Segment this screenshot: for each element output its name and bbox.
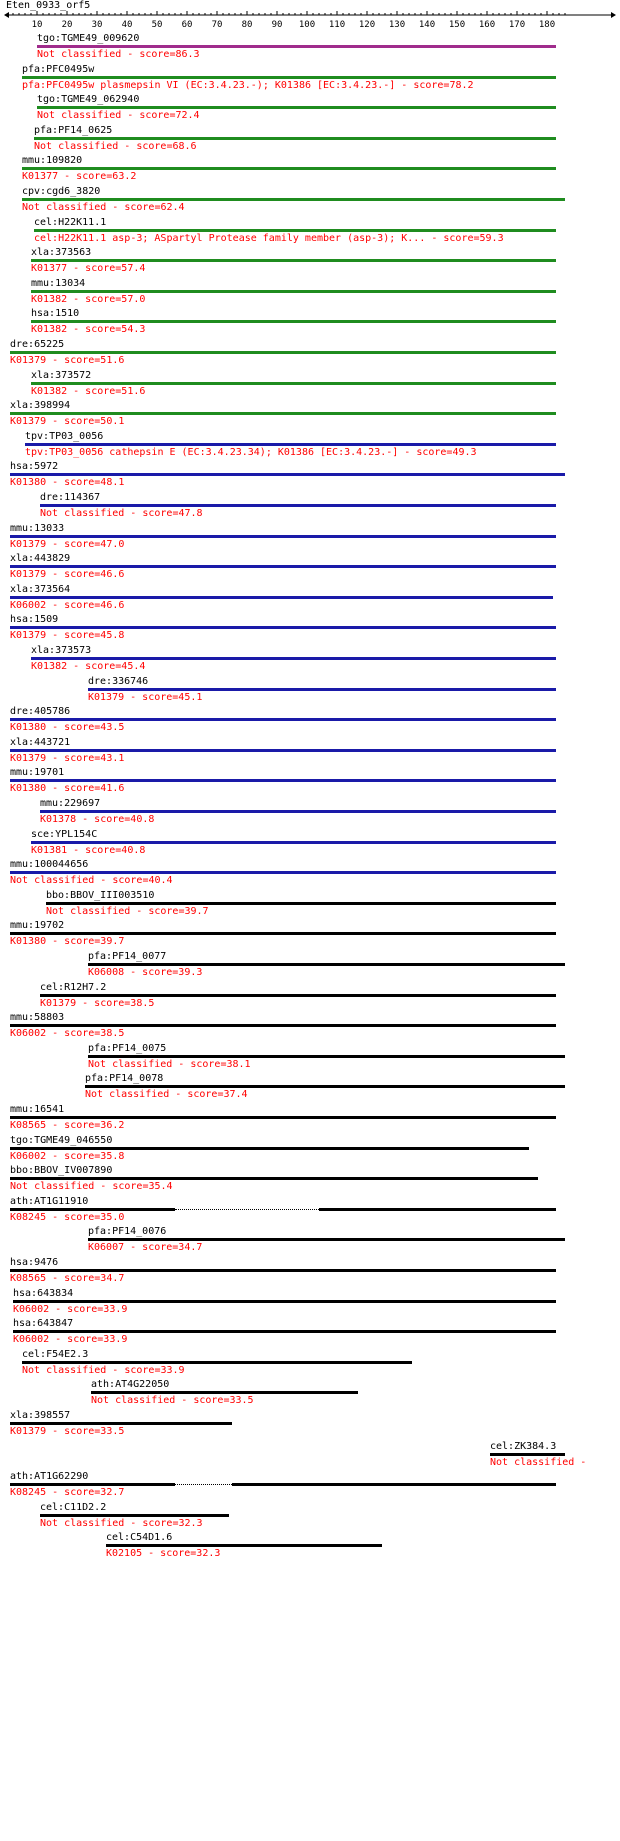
ruler-tick-label: 90 xyxy=(271,20,283,30)
ruler-tick-label: 30 xyxy=(91,20,103,30)
hit-description: Not classified - score=68.6 xyxy=(34,140,197,152)
hit-name[interactable]: xla:373563 xyxy=(31,247,92,259)
hit-name[interactable]: ath:AT1G11910 xyxy=(10,1195,89,1207)
hit-description: Not classified - score=72.4 xyxy=(37,110,200,122)
hit-alignment-bar xyxy=(319,1208,556,1211)
hit-alignment-bar xyxy=(31,657,556,660)
hit-description: K01380 - score=43.5 xyxy=(10,722,125,734)
hit-description: K01379 - score=45.1 xyxy=(88,691,203,703)
hit-alignment-bar xyxy=(31,259,556,262)
ruler-tick-label: 80 xyxy=(241,20,253,30)
hit-description: K01382 - score=57.0 xyxy=(31,293,146,305)
ruler-tick-label: 100 xyxy=(298,20,316,30)
hit-name[interactable]: hsa:5972 xyxy=(10,461,59,473)
hit-name[interactable]: cel:F54E2.3 xyxy=(22,1348,89,1360)
ruler-tick-label: 50 xyxy=(151,20,163,30)
hit-description: K08245 - score=32.7 xyxy=(10,1487,125,1499)
hit-alignment-bar xyxy=(88,963,565,966)
hit-name[interactable]: pfa:PF14_0077 xyxy=(88,951,167,962)
hit-alignment-bar xyxy=(85,1085,565,1088)
hit-alignment-bar xyxy=(10,779,556,782)
hit-name[interactable]: hsa:643847 xyxy=(13,1318,74,1330)
hit-name[interactable]: mmu:58803 xyxy=(10,1012,65,1024)
hit-name[interactable]: pfa:PF14_0625 xyxy=(34,124,113,136)
hit-description: K01377 - score=57.4 xyxy=(31,263,146,275)
hit-alignment-bar xyxy=(37,45,556,48)
hit-alignment-bar xyxy=(10,596,553,599)
hit-name[interactable]: cpv:cgd6_3820 xyxy=(22,186,101,197)
hit-description: K01382 - score=51.6 xyxy=(31,385,146,397)
hit-description: K01379 - score=33.5 xyxy=(10,1426,125,1437)
hit-description: Not classified - score=33.9 xyxy=(22,1364,185,1376)
ruler-tick-label: 140 xyxy=(418,20,436,30)
hit-description: K01379 - score=51.6 xyxy=(10,355,125,366)
ruler-left-arrow-icon xyxy=(4,12,9,18)
hit-description: K01379 - score=45.8 xyxy=(10,630,125,642)
hit-alignment-bar xyxy=(10,473,565,476)
ruler-tick-label: 70 xyxy=(211,20,223,30)
hit-description: K01379 - score=47.0 xyxy=(10,538,125,550)
hit-alignment-bar xyxy=(25,443,556,446)
hit-alignment-bar xyxy=(22,1361,412,1364)
hit-name[interactable]: cel:R12H7.2 xyxy=(40,981,107,993)
hit-alignment-bar xyxy=(106,1544,382,1547)
ruler-tick-label: 40 xyxy=(121,20,133,30)
hit-alignment-bar xyxy=(88,1055,565,1058)
hit-alignment-bar xyxy=(10,1483,175,1486)
hit-alignment-bar xyxy=(10,535,556,538)
hit-name[interactable]: dre:65225 xyxy=(10,339,65,350)
hit-alignment-bar xyxy=(10,1116,556,1119)
hit-description: K01382 - score=45.4 xyxy=(31,661,146,672)
hit-name[interactable]: dre:114367 xyxy=(40,492,101,503)
hit-alignment-bar xyxy=(10,1422,232,1425)
hit-description: Not classified - score=86.3 xyxy=(37,49,200,60)
hit-name[interactable]: xla:398994 xyxy=(10,400,71,412)
hit-description: pfa:PFC0495w plasmepsin VI (EC:3.4.23.-); K01386 [EC:3.4.23.-] - score=78.2 xyxy=(22,79,474,91)
hit-alignment-bar xyxy=(37,106,556,109)
hit-alignment-bar xyxy=(22,76,556,79)
hit-alignment-bar xyxy=(10,626,556,629)
hit-name[interactable]: xla:373572 xyxy=(31,369,92,381)
hit-alignment-gap xyxy=(175,1484,232,1485)
hit-description: K06008 - score=39.3 xyxy=(88,967,203,978)
hit-alignment-bar xyxy=(10,1269,556,1272)
hit-description: K01380 - score=39.7 xyxy=(10,936,125,948)
hit-alignment-bar xyxy=(91,1391,358,1394)
ruler-tick-label: 170 xyxy=(508,20,526,30)
hit-description: K01379 - score=38.5 xyxy=(40,997,155,1009)
hit-name[interactable]: pfa:PF14_0078 xyxy=(85,1073,164,1085)
hit-name[interactable]: xla:373573 xyxy=(31,645,92,656)
hit-description: K08565 - score=36.2 xyxy=(10,1120,125,1131)
hit-name[interactable]: xla:443721 xyxy=(10,736,71,748)
hit-name[interactable]: mmu:109820 xyxy=(22,155,83,167)
hit-name[interactable]: hsa:1510 xyxy=(31,308,80,320)
hit-description: Not classified - xyxy=(490,1456,587,1468)
hit-description: Not classified - score=32.3 xyxy=(40,1517,203,1529)
hit-name[interactable]: mmu:13034 xyxy=(31,277,86,289)
hit-description: K01377 - score=63.2 xyxy=(22,171,137,183)
hit-alignment-bar xyxy=(10,1024,556,1027)
hit-description: Not classified - score=33.5 xyxy=(91,1395,254,1407)
hit-alignment-bar xyxy=(31,290,556,293)
ruler-tick-label: 110 xyxy=(328,20,346,30)
hit-alignment-bar xyxy=(10,1147,529,1150)
hit-description: cel:H22K11.1 asp-3; ASpartyl Protease family member (asp-3); K... - score=59.3 xyxy=(34,232,504,244)
hit-description: K01379 - score=50.1 xyxy=(10,416,125,428)
hit-alignment-bar xyxy=(10,718,556,721)
hit-name[interactable]: hsa:1509 xyxy=(10,614,59,626)
hit-alignment-bar xyxy=(13,1300,556,1303)
hit-alignment-bar xyxy=(88,688,556,691)
hit-alignment-bar xyxy=(46,902,556,905)
hit-description: K08245 - score=35.0 xyxy=(10,1211,125,1223)
hit-name[interactable]: mmu:13033 xyxy=(10,522,65,534)
hit-description: K01382 - score=54.3 xyxy=(31,324,146,336)
hit-description: Not classified - score=62.4 xyxy=(22,202,185,213)
hit-name[interactable]: ath:AT4G22050 xyxy=(91,1379,170,1391)
hit-alignment-bar xyxy=(10,565,556,568)
ruler-tick-label: 160 xyxy=(478,20,496,30)
hit-alignment-bar xyxy=(10,749,556,752)
position-ruler xyxy=(0,0,620,30)
hit-description: K01379 - score=43.1 xyxy=(10,752,125,764)
hit-name[interactable]: tgo:TGME49_009620 xyxy=(37,33,140,44)
hit-description: K01380 - score=41.6 xyxy=(10,783,125,795)
hit-name[interactable]: pfa:PFC0495w xyxy=(22,63,95,75)
hit-description: K06002 - score=33.9 xyxy=(13,1303,128,1315)
hit-alignment-bar xyxy=(10,932,556,935)
hit-name[interactable]: mmu:100044656 xyxy=(10,859,89,871)
hit-alignment-bar xyxy=(34,229,556,232)
hit-name[interactable]: xla:443829 xyxy=(10,553,71,565)
hit-name[interactable]: bbo:BBOV_III003510 xyxy=(46,889,155,901)
hit-name[interactable]: cel:C54D1.6 xyxy=(106,1532,173,1544)
hit-description: K06007 - score=34.7 xyxy=(88,1242,203,1254)
hit-description: K02105 - score=32.3 xyxy=(106,1548,221,1560)
hit-name[interactable]: mmu:229697 xyxy=(40,798,101,809)
ruler-tick-label: 10 xyxy=(31,20,43,30)
hit-alignment-bar xyxy=(10,351,556,354)
hit-alignment-bar xyxy=(40,1514,229,1517)
hit-name[interactable]: tpv:TP03_0056 xyxy=(25,430,104,442)
hit-name[interactable]: tgo:TGME49_046550 xyxy=(10,1134,113,1146)
hit-name[interactable]: mmu:19702 xyxy=(10,920,65,932)
hit-alignment-bar xyxy=(31,841,556,844)
ruler-tick-label: 60 xyxy=(181,20,193,30)
hit-description: K01379 - score=46.6 xyxy=(10,569,125,581)
ruler-right-arrow-icon xyxy=(611,12,616,18)
hit-alignment-bar xyxy=(31,382,556,385)
hit-description: Not classified - score=35.4 xyxy=(10,1181,173,1193)
hit-alignment-bar xyxy=(40,810,556,813)
hit-name[interactable]: hsa:643834 xyxy=(13,1287,74,1299)
hit-description: K08565 - score=34.7 xyxy=(10,1273,125,1284)
hit-alignment-bar xyxy=(22,167,556,170)
hit-alignment-bar xyxy=(40,504,556,507)
hit-alignment-bar xyxy=(490,1453,565,1456)
hit-name[interactable]: xla:398557 xyxy=(10,1410,71,1421)
hit-name[interactable]: pfa:PF14_0076 xyxy=(88,1226,167,1238)
hit-alignment-bar xyxy=(232,1483,556,1486)
ruler-tick-label: 180 xyxy=(538,20,556,30)
hit-alignment-bar xyxy=(34,137,556,140)
ruler-tick-label: 20 xyxy=(61,20,73,30)
hit-alignment-bar xyxy=(22,198,565,201)
hit-name[interactable]: cel:ZK384.3 xyxy=(490,1440,557,1452)
hit-description: Not classified - score=39.7 xyxy=(46,905,209,917)
hit-name[interactable]: cel:C11D2.2 xyxy=(40,1501,107,1513)
ruler-tick-label: 150 xyxy=(448,20,466,30)
hit-alignment-bar xyxy=(13,1330,556,1333)
hit-name[interactable]: mmu:19701 xyxy=(10,767,65,779)
hit-name[interactable]: mmu:16541 xyxy=(10,1104,65,1115)
hit-description: Not classified - score=38.1 xyxy=(88,1058,251,1070)
hit-name[interactable]: bbo:BBOV_IV007890 xyxy=(10,1165,113,1177)
hit-name[interactable]: hsa:9476 xyxy=(10,1257,59,1268)
hit-description: K06002 - score=35.8 xyxy=(10,1150,125,1162)
hit-alignment-bar xyxy=(31,320,556,323)
hit-description: tpv:TP03_0056 cathepsin E (EC:3.4.23.34); K01386 [EC:3.4.23.-] - score=49.3 xyxy=(25,446,477,458)
hit-description: K01380 - score=48.1 xyxy=(10,477,125,489)
ruler-tick-label: 120 xyxy=(358,20,376,30)
hit-description: Not classified - score=37.4 xyxy=(85,1089,248,1101)
hit-name[interactable]: tgo:TGME49_062940 xyxy=(37,94,140,106)
hit-name[interactable]: xla:373564 xyxy=(10,583,71,595)
hit-description: Not classified - score=47.8 xyxy=(40,508,203,519)
query-title: Eten_0933_orf5 xyxy=(6,0,91,11)
ruler-tick-label: 130 xyxy=(388,20,406,30)
hit-description: K06002 - score=38.5 xyxy=(10,1028,125,1040)
hit-alignment-bar xyxy=(10,1208,175,1211)
hit-alignment-bar xyxy=(10,871,556,874)
hit-description: K06002 - score=33.9 xyxy=(13,1334,128,1346)
hit-name[interactable]: ath:AT1G62290 xyxy=(10,1471,89,1483)
hit-alignment-gap xyxy=(175,1209,319,1210)
hit-name[interactable]: sce:YPL154C xyxy=(31,828,98,840)
hit-name[interactable]: dre:405786 xyxy=(10,706,71,718)
hit-description: Not classified - score=40.4 xyxy=(10,875,173,887)
hit-name[interactable]: pfa:PF14_0075 xyxy=(88,1042,167,1054)
hit-name[interactable]: cel:H22K11.1 xyxy=(34,216,107,228)
hit-name[interactable]: dre:336746 xyxy=(88,675,149,687)
hit-alignment-bar xyxy=(40,994,556,997)
hit-description: K01378 - score=40.8 xyxy=(40,814,155,825)
hit-alignment-bar xyxy=(10,1177,538,1180)
hit-alignment-bar xyxy=(88,1238,565,1241)
hit-description: K06002 - score=46.6 xyxy=(10,599,125,611)
hit-alignment-bar xyxy=(10,412,556,415)
hit-description: K01381 - score=40.8 xyxy=(31,844,146,856)
